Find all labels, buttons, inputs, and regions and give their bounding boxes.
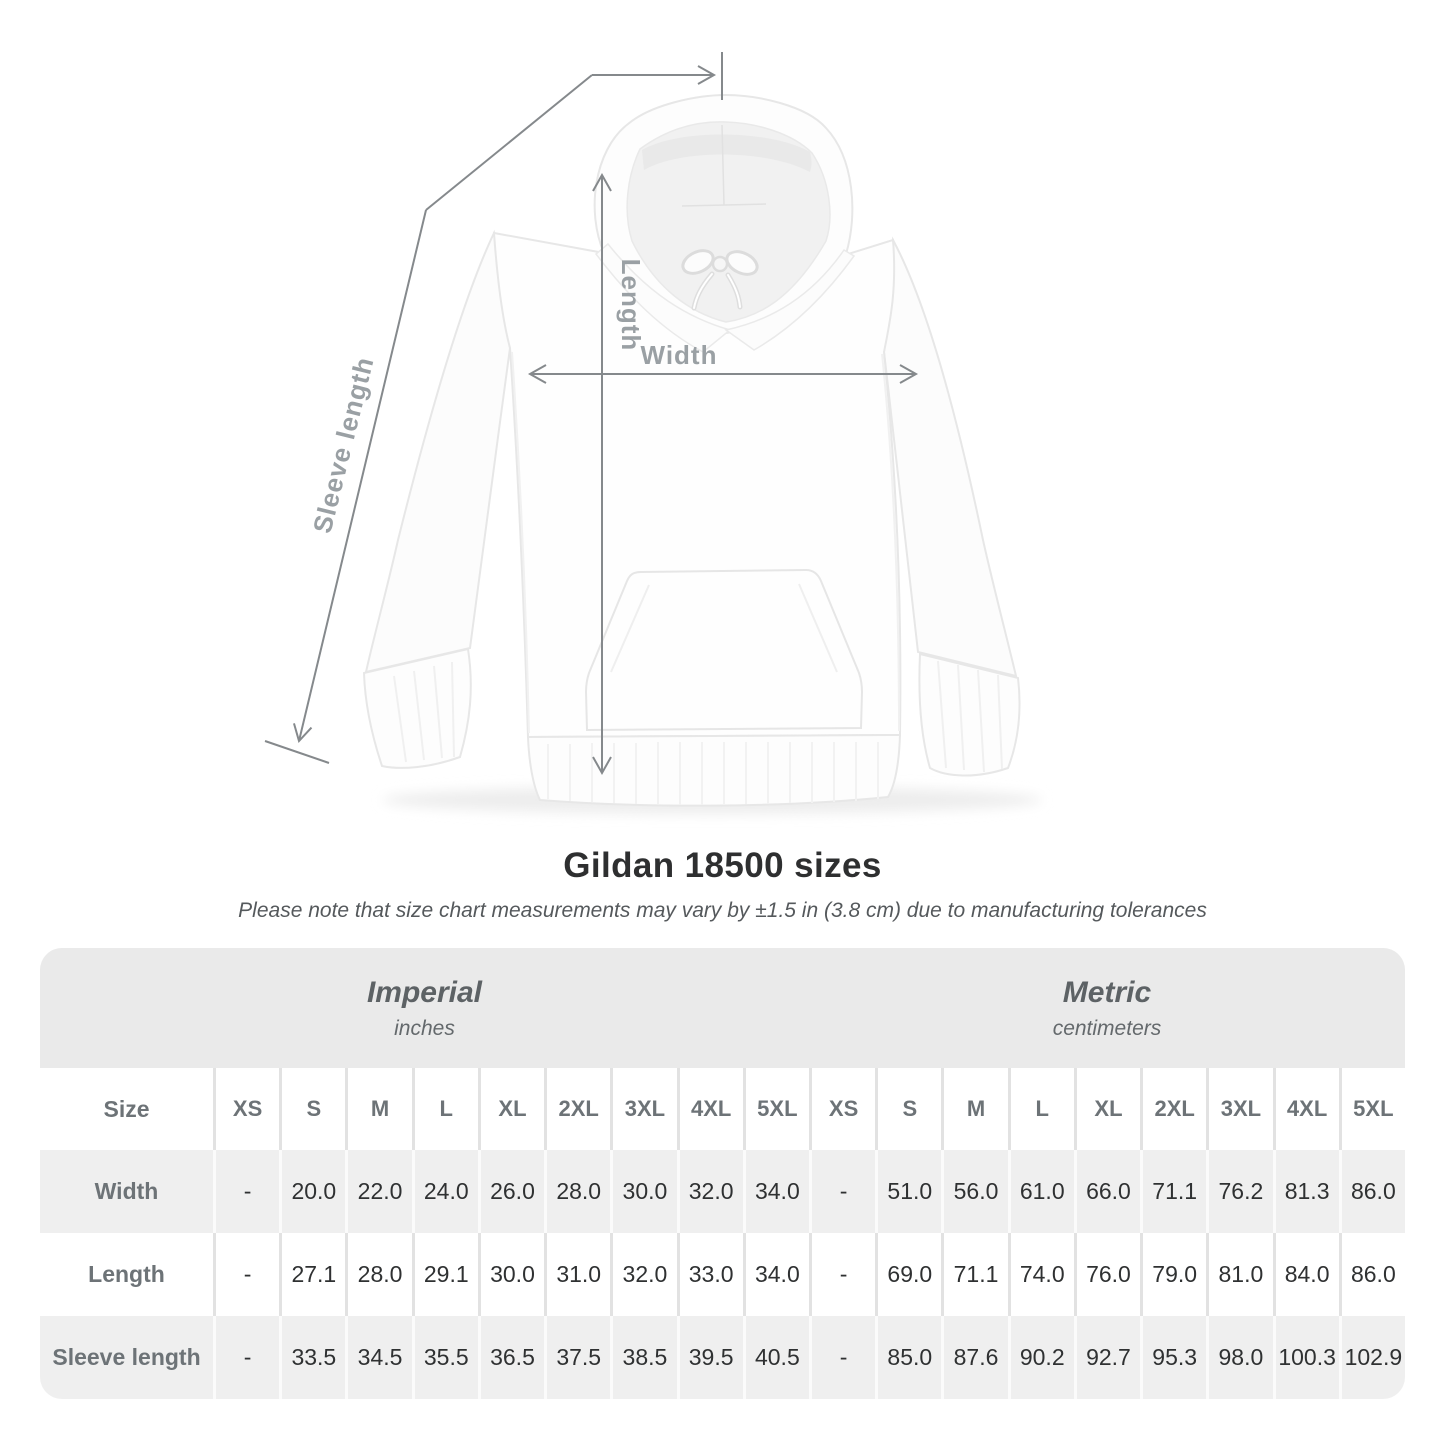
table-cell: 29.1: [412, 1233, 478, 1316]
table-cell: 69.0: [875, 1233, 941, 1316]
table-cell: 27.1: [279, 1233, 345, 1316]
hoodie-illustration: [364, 95, 1042, 814]
row-label-width: Width: [40, 1150, 213, 1233]
table-cell: 20.0: [279, 1150, 345, 1233]
table-cell: 87.6: [941, 1316, 1007, 1399]
table-cell: 51.0: [875, 1150, 941, 1233]
col-header: 2XL: [544, 1068, 610, 1150]
width-row: [40, 1150, 1405, 1233]
table-cell: 33.5: [279, 1316, 345, 1399]
table-cell: 102.9: [1339, 1316, 1405, 1399]
table-cell: -: [213, 1233, 279, 1316]
metric-title: Metric: [1062, 975, 1152, 1009]
imperial-section-header: [40, 948, 809, 1068]
table-cell: 81.0: [1206, 1233, 1272, 1316]
table-cell: 100.3: [1273, 1316, 1339, 1399]
table-cell: 85.0: [875, 1316, 941, 1399]
table-cell: 28.0: [345, 1233, 411, 1316]
length-label: Length: [616, 258, 646, 352]
metric-section-header: [809, 948, 1405, 1068]
table-cell: 40.5: [743, 1316, 809, 1399]
hem-band: [528, 735, 900, 806]
table-cell: 81.3: [1273, 1150, 1339, 1233]
table-cell: 71.1: [941, 1233, 1007, 1316]
table-cell: 61.0: [1008, 1150, 1074, 1233]
table-cell: 30.0: [478, 1233, 544, 1316]
table-cell: -: [213, 1150, 279, 1233]
table-cell: 33.0: [677, 1233, 743, 1316]
col-header: 4XL: [677, 1068, 743, 1150]
col-header: 4XL: [1273, 1068, 1339, 1150]
col-header: S: [875, 1068, 941, 1150]
row-label-size: Size: [40, 1068, 213, 1150]
col-header: L: [1008, 1068, 1074, 1150]
left-sleeve: [366, 233, 510, 672]
col-header: 5XL: [743, 1068, 809, 1150]
table-cell: 86.0: [1339, 1150, 1405, 1233]
tolerance-note: Please note that size chart measurements may vary by ±1.5 in (3.8 cm) due to manufacturing tolerances: [238, 899, 1207, 922]
length-row: [40, 1233, 1405, 1316]
kangaroo-pocket: [586, 570, 862, 730]
size-table-grid: [40, 948, 1405, 1399]
table-cell: 90.2: [1008, 1316, 1074, 1399]
page-title: Gildan 18500 sizes: [563, 846, 882, 885]
sleeve-length-label: Sleeve length: [306, 353, 380, 537]
table-cell: -: [809, 1150, 875, 1233]
table-cell: 76.0: [1074, 1233, 1140, 1316]
table-cell: 22.0: [345, 1150, 411, 1233]
table-cell: 28.0: [544, 1150, 610, 1233]
table-cell: 30.0: [610, 1150, 676, 1233]
sleeve-bottom-tick: [265, 741, 329, 763]
table-cell: 86.0: [1339, 1233, 1405, 1316]
table-cell: 35.5: [412, 1316, 478, 1399]
col-header: XS: [213, 1068, 279, 1150]
table-cell: 34.5: [345, 1316, 411, 1399]
table-cell: 34.0: [743, 1150, 809, 1233]
table-cell: 98.0: [1206, 1316, 1272, 1399]
table-cell: 84.0: [1273, 1233, 1339, 1316]
col-header: XS: [809, 1068, 875, 1150]
size-header-row: [40, 1068, 1405, 1150]
table-cell: 32.0: [610, 1233, 676, 1316]
col-header: XL: [478, 1068, 544, 1150]
table-cell: -: [809, 1316, 875, 1399]
row-label-sleeve: Sleeve length: [40, 1316, 213, 1399]
size-table: [40, 948, 1405, 1399]
table-cell: 95.3: [1140, 1316, 1206, 1399]
col-header: 3XL: [1206, 1068, 1272, 1150]
table-cell: 26.0: [478, 1150, 544, 1233]
imperial-unit: inches: [394, 1016, 455, 1040]
sleeve-length-row: [40, 1316, 1405, 1399]
col-header: M: [345, 1068, 411, 1150]
right-sleeve: [884, 240, 1016, 676]
table-cell: 79.0: [1140, 1233, 1206, 1316]
col-header: 2XL: [1140, 1068, 1206, 1150]
col-header: M: [941, 1068, 1007, 1150]
col-header: XL: [1074, 1068, 1140, 1150]
col-header: L: [412, 1068, 478, 1150]
imperial-title: Imperial: [366, 975, 483, 1009]
width-label: Width: [640, 340, 718, 370]
col-header: S: [279, 1068, 345, 1150]
row-label-length: Length: [40, 1233, 213, 1316]
table-cell: 76.2: [1206, 1150, 1272, 1233]
unit-band-row: [40, 948, 1405, 1068]
table-cell: 32.0: [677, 1150, 743, 1233]
table-cell: 92.7: [1074, 1316, 1140, 1399]
table-cell: 31.0: [544, 1233, 610, 1316]
col-header: 5XL: [1339, 1068, 1405, 1150]
metric-unit: centimeters: [1052, 1016, 1162, 1040]
col-header: 3XL: [610, 1068, 676, 1150]
table-cell: 71.1: [1140, 1150, 1206, 1233]
table-cell: 66.0: [1074, 1150, 1140, 1233]
drawstring-knot: [713, 257, 727, 271]
table-cell: 39.5: [677, 1316, 743, 1399]
table-cell: 74.0: [1008, 1233, 1074, 1316]
table-cell: 38.5: [610, 1316, 676, 1399]
table-cell: 37.5: [544, 1316, 610, 1399]
table-cell: 24.0: [412, 1150, 478, 1233]
table-cell: 36.5: [478, 1316, 544, 1399]
table-cell: 56.0: [941, 1150, 1007, 1233]
table-cell: -: [809, 1233, 875, 1316]
table-cell: 34.0: [743, 1233, 809, 1316]
table-cell: -: [213, 1316, 279, 1399]
sleeve-diagonal-upper: [426, 75, 592, 210]
